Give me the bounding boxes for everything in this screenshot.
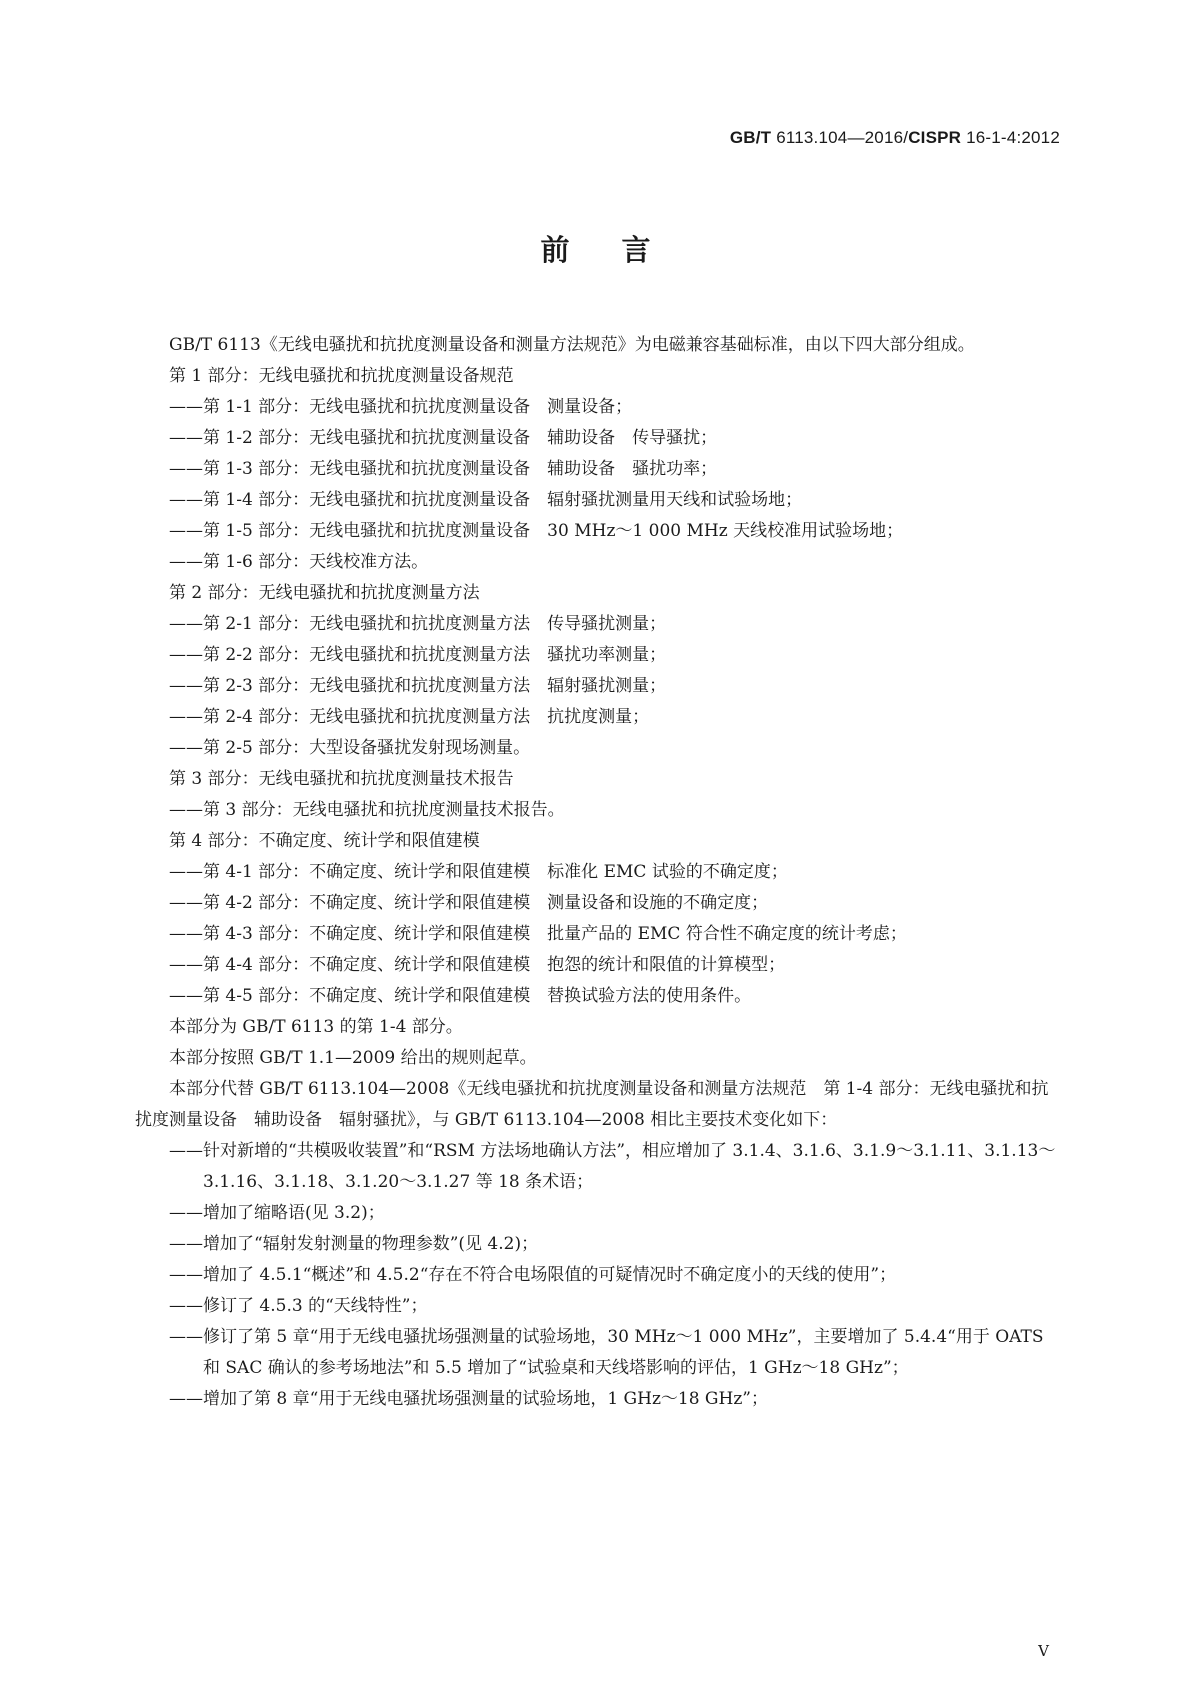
std-prefix: GB/T: [729, 128, 772, 147]
part-2-item: ——第 2-3 部分：无线电骚扰和抗扰度测量方法 辐射骚扰测量；: [169, 676, 667, 696]
change-item: ——增加了 4.5.1“概述”和 4.5.2“存在不符合电场限值的可疑情况时不确定度小的天线的使用”；: [169, 1265, 897, 1285]
change-item: ——增加了缩略语(见 3.2)；: [169, 1203, 385, 1223]
change-item: ——修订了 4.5.3 的“天线特性”；: [169, 1296, 428, 1316]
cispr-prefix: CISPR: [908, 128, 962, 147]
part-1-item: ——第 1-6 部分：天线校准方法。: [169, 552, 429, 572]
part-1-item: ——第 1-5 部分：无线电骚扰和抗扰度测量设备 30 MHz～1 000 MHz 天线校准用试验场地；: [169, 521, 904, 541]
intro-paragraph: GB/T 6113《无线电骚扰和抗扰度测量设备和测量方法规范》为电磁兼容基础标准，由以下四大部分组成。: [169, 335, 975, 355]
part-2-item: ——第 2-5 部分：大型设备骚扰发射现场测量。: [169, 738, 531, 758]
change-item: ——针对新增的“共模吸收装置”和“RSM 方法场地确认方法”，相应增加了 3.1.4、3.1.6、3.1.9～3.1.11、3.1.13～3.1.16、3.1.18、3.1.20～3.1.27 等 18 条术语；: [169, 1141, 1056, 1192]
part-4-heading: 第 4 部分：不确定度、统计学和限值建模: [169, 831, 480, 851]
note-part: 本部分为 GB/T 6113 的第 1-4 部分。: [169, 1017, 463, 1037]
part-2-heading: 第 2 部分：无线电骚扰和抗扰度测量方法: [169, 583, 480, 603]
part-3-heading: 第 3 部分：无线电骚扰和抗扰度测量技术报告: [169, 769, 514, 789]
note-replace: 本部分代替 GB/T 6113.104—2008《无线电骚扰和抗扰度测量设备和测量方法规范 第 1-4 部分：无线电骚扰和抗扰度测量设备 辅助设备 辐射骚扰》，与 GB/T 6113.104—2008 相比主要技术变化如下：: [135, 1079, 1049, 1130]
part-1-item: ——第 1-1 部分：无线电骚扰和抗扰度测量设备 测量设备；: [169, 397, 633, 417]
std-number: 6113.104—2016/: [776, 128, 909, 147]
page-number: V: [1038, 1642, 1049, 1660]
standard-code: [730, 128, 1060, 148]
part-1-heading: 第 1 部分：无线电骚扰和抗扰度测量设备规范: [169, 366, 514, 386]
cispr-number: 16-1-4:2012: [966, 128, 1060, 147]
change-item: ——增加了第 8 章“用于无线电骚扰场强测量的试验场地，1 GHz～18 GHz”；: [169, 1389, 768, 1409]
preface-body: [135, 330, 1061, 1415]
change-item: ——修订了第 5 章“用于无线电骚扰场强测量的试验场地，30 MHz～1 000 MHz”，主要增加了 5.4.4“用于 OATS 和 SAC 确认的参考场地法”和 5.5 增加了“试验桌和天线塔影响的评估，1 GHz～18 GHz”；: [169, 1327, 1044, 1378]
part-2-item: ——第 2-1 部分：无线电骚扰和抗扰度测量方法 传导骚扰测量；: [169, 614, 667, 634]
part-4-item: ——第 4-3 部分：不确定度、统计学和限值建模 批量产品的 EMC 符合性不确定度的统计考虑；: [169, 924, 907, 944]
part-4-item: ——第 4-4 部分：不确定度、统计学和限值建模 抱怨的统计和限值的计算模型；: [169, 955, 786, 975]
part-1-item: ——第 1-3 部分：无线电骚扰和抗扰度测量设备 辅助设备 骚扰功率；: [169, 459, 718, 479]
part-1-item: ——第 1-2 部分：无线电骚扰和抗扰度测量设备 辅助设备 传导骚扰；: [169, 428, 718, 448]
part-2-item: ——第 2-4 部分：无线电骚扰和抗扰度测量方法 抗扰度测量；: [169, 707, 650, 727]
part-4-item: ——第 4-1 部分：不确定度、统计学和限值建模 标准化 EMC 试验的不确定度；: [169, 862, 788, 882]
part-4-item: ——第 4-5 部分：不确定度、统计学和限值建模 替换试验方法的使用条件。: [169, 986, 752, 1006]
part-1-item: ——第 1-4 部分：无线电骚扰和抗扰度测量设备 辐射骚扰测量用天线和试验场地；: [169, 490, 803, 510]
part-4-item: ——第 4-2 部分：不确定度、统计学和限值建模 测量设备和设施的不确定度；: [169, 893, 769, 913]
page-title: 前言: [540, 233, 703, 267]
part-3-item: ——第 3 部分：无线电骚扰和抗扰度测量技术报告。: [169, 800, 565, 820]
part-2-item: ——第 2-2 部分：无线电骚扰和抗扰度测量方法 骚扰功率测量；: [169, 645, 667, 665]
note-draft: 本部分按照 GB/T 1.1—2009 给出的规则起草。: [169, 1048, 537, 1068]
change-item: ——增加了“辐射发射测量的物理参数”(见 4.2)；: [169, 1234, 539, 1254]
